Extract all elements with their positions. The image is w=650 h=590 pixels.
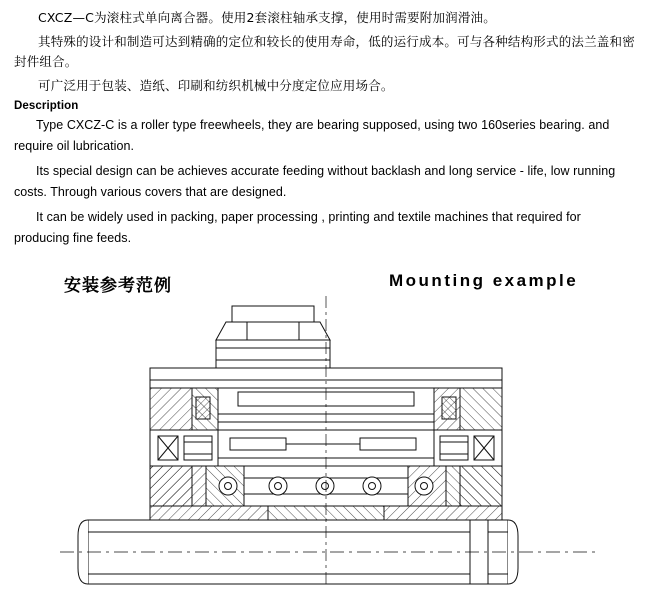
right-roller-bearing (434, 430, 502, 466)
english-paragraph-2: Its special design can be achieves accurate feeding without backlash and long service - life, low running costs. Through various covers that are designed. (14, 164, 616, 199)
figure-heading-chinese: 安装参考范例 (64, 276, 172, 296)
description-heading: Description (14, 100, 79, 112)
freewheel-cross-section-drawing (0, 292, 650, 590)
english-paragraph-1: Type CXCZ-C is a roller type freewheels, they are bearing supposed, using two 160series bearing. and require oil lubrication. (14, 118, 610, 153)
chinese-paragraph-2: 其特殊的设计和制造可达到精确的定位和较长的使用寿命，低的运行成本。可与各种结构形式的法兰盖和密封件组合。 (14, 34, 635, 69)
english-paragraph-3: It can be widely used in packing, paper processing , printing and textile machines that required for producing fine feeds. (14, 210, 581, 245)
mounting-example-figure (0, 292, 650, 590)
chinese-paragraph-1: CXCZ—C为滚柱式单向离合器。使用2套滚柱轴承支撑，使用时需要附加润滑油。 (38, 10, 496, 25)
left-roller-bearing (150, 430, 218, 466)
figure-heading-english: Mounting example (389, 271, 579, 290)
chinese-paragraph-3: 可广泛用于包装、造纸、印刷和纺织机械中分度定位应用场合。 (38, 78, 394, 93)
top-lever-assembly (216, 306, 330, 368)
